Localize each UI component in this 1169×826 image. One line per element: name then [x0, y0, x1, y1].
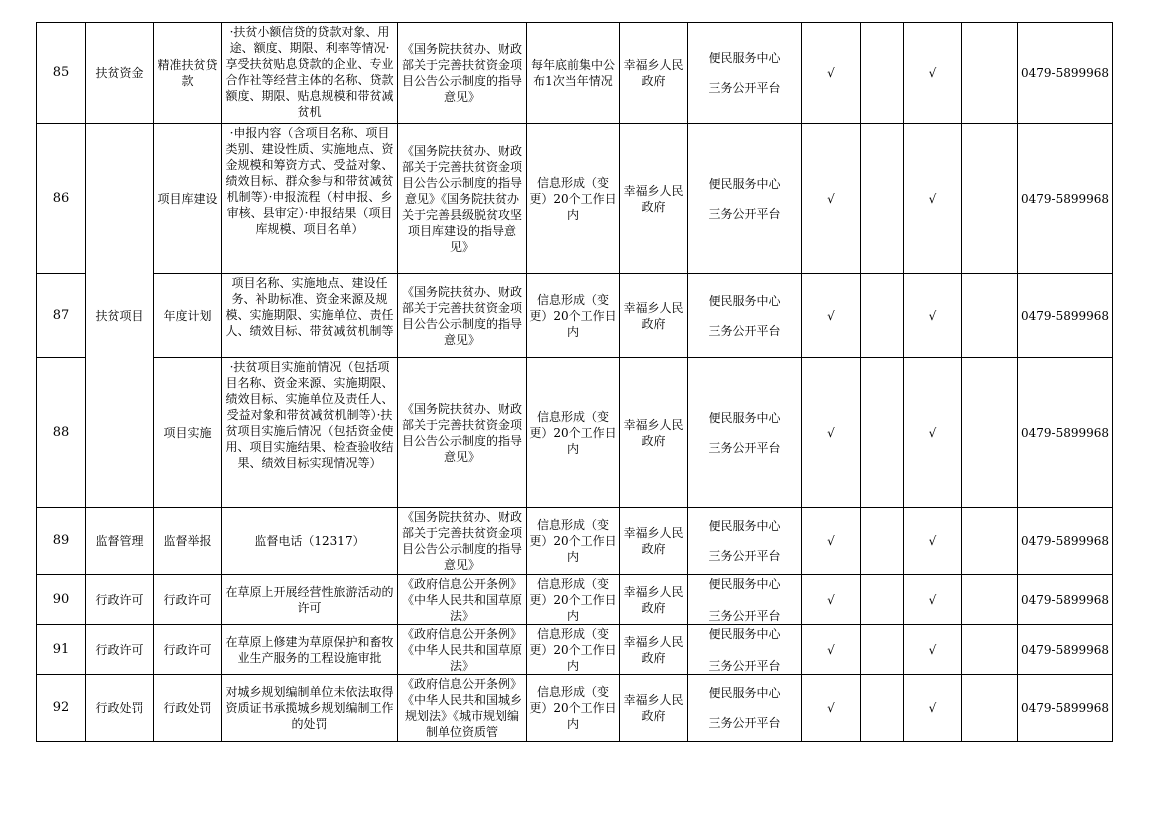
table-row [37, 23, 1113, 124]
platform-service-center: 便民服务中心 [708, 519, 781, 533]
empty-cell [861, 675, 904, 742]
table-row [37, 358, 1113, 508]
content-cell: 在草原上开展经营性旅游活动的许可 [222, 575, 398, 625]
empty-cell [861, 358, 904, 508]
empty-cell [962, 124, 1018, 274]
phone-cell: 0479-5899968 [1018, 508, 1113, 575]
item-cell: 监督举报 [154, 508, 222, 575]
time-cell [527, 625, 620, 675]
time-cell: 信息形成（变更）20个工作日内 [527, 124, 620, 274]
item-cell: 精准扶贫贷款 [154, 23, 222, 124]
subject-cell: 幸福乡人民政府 [620, 625, 688, 675]
empty-cell [861, 23, 904, 124]
check-mark-2: √ [904, 358, 962, 508]
phone-cell: 0479-5899968 [1018, 23, 1113, 124]
table-row [37, 625, 1113, 675]
check-mark-2: √ [904, 274, 962, 358]
empty-cell [962, 358, 1018, 508]
row-number: 91 [37, 625, 86, 675]
platform-three-affairs: 三务公开平台 [708, 608, 781, 623]
content-cell: 对城乡规划编制单位未依法取得资质证书承揽城乡规划编制工作的处罚 [222, 675, 398, 742]
time-cell [527, 575, 620, 625]
item-cell: 行政许可 [154, 625, 222, 675]
platform-three-affairs: 三务公开平台 [708, 323, 781, 338]
basis-text: 《政府信息公开条例》《中华人民共和国城乡规划法》《城市规划编制单位资质管 [401, 676, 522, 739]
platform-service-center: 便民服务中心 [708, 576, 781, 591]
time-cell: 信息形成（变更）20个工作日内 [527, 675, 620, 742]
phone-cell: 0479-5899968 [1018, 124, 1113, 274]
empty-cell [861, 274, 904, 358]
subject-cell: 幸福乡人民政府 [620, 508, 688, 575]
table-row [37, 575, 1113, 625]
platform-three-affairs: 三务公开平台 [708, 81, 781, 95]
table-row [37, 124, 1113, 274]
check-mark-2: √ [904, 575, 962, 625]
time-cell: 信息形成（变更）20个工作日内 [527, 358, 620, 508]
platform-service-center: 便民服务中心 [708, 626, 781, 641]
category-cell: 扶贫资金 [86, 23, 154, 124]
check-mark-2: √ [904, 23, 962, 124]
basis-cell: 《国务院扶贫办、财政部关于完善扶贫资金项目公告公示制度的指导意见》 [398, 358, 527, 508]
content-cell [222, 23, 398, 124]
category-cell: 行政许可 [86, 625, 154, 675]
item-cell: 项目库建设 [154, 124, 222, 274]
empty-cell [962, 675, 1018, 742]
content-text: ·扶贫小额信贷的贷款对象、用途、额度、期限、利率等情况·享受扶贫贴息贷款的企业、专业合作社等经营主体的名称、贷款额度、期限、贴息规模和带贫减贫机 [225, 24, 394, 119]
platform-three-affairs: 三务公开平台 [708, 206, 781, 221]
table-row [37, 675, 1113, 742]
empty-cell [861, 625, 904, 675]
check-mark-2: √ [904, 625, 962, 675]
basis-cell [398, 625, 527, 675]
check-mark-1: √ [802, 625, 861, 675]
subject-cell: 幸福乡人民政府 [620, 274, 688, 358]
platform-service-center: 便民服务中心 [708, 176, 781, 191]
content-cell [222, 124, 398, 274]
content-cell [222, 274, 398, 358]
check-mark-2: √ [904, 675, 962, 742]
phone-cell: 0479-5899968 [1018, 625, 1113, 675]
empty-cell [962, 508, 1018, 575]
row-number: 86 [37, 124, 86, 274]
subject-cell: 幸福乡人民政府 [620, 675, 688, 742]
row-number: 88 [37, 358, 86, 508]
check-mark-2: √ [904, 508, 962, 575]
basis-cell [398, 675, 527, 742]
basis-cell: 《国务院扶贫办、财政部关于完善扶贫资金项目公告公示制度的指导意见》 [398, 274, 527, 358]
category-cell: 监督管理 [86, 508, 154, 575]
row-number: 87 [37, 274, 86, 358]
empty-cell [861, 575, 904, 625]
platform-three-affairs: 三务公开平台 [708, 658, 781, 673]
check-mark-1: √ [802, 274, 861, 358]
basis-text: 《政府信息公开条例》《中华人民共和国草原法》 [401, 576, 522, 623]
content-text: ·扶贫项目实施前情况（包括项目名称、资金来源、实施期限、绩效目标、实施单位及责任人、受益对象和带贫减贫机制等）·扶贫项目实施后情况（包括资金使用、项目实施结果、检查验收结果、绩效目标实现情况等） [225, 359, 394, 470]
check-mark-1: √ [802, 675, 861, 742]
basis-text: 《国务院扶贫办、财政部关于完善扶贫资金项目公告公示制度的指导意见》 [401, 509, 522, 572]
platform-cell [688, 675, 802, 742]
phone-cell: 0479-5899968 [1018, 675, 1113, 742]
empty-cell [861, 508, 904, 575]
row-number: 90 [37, 575, 86, 625]
basis-cell [398, 575, 527, 625]
basis-cell: 《国务院扶贫办、财政部关于完善扶贫资金项目公告公示制度的指导意见》《国务院扶贫办关于完善县级脱贫攻坚项目库建设的指导意见》 [398, 124, 527, 274]
phone-cell: 0479-5899968 [1018, 274, 1113, 358]
subject-cell: 幸福乡人民政府 [620, 124, 688, 274]
basis-text: 《政府信息公开条例》《中华人民共和国草原法》 [401, 626, 522, 673]
row-number: 89 [37, 508, 86, 575]
platform-cell [688, 23, 802, 124]
basis-cell: 《国务院扶贫办、财政部关于完善扶贫资金项目公告公示制度的指导意见》 [398, 23, 527, 124]
content-cell [222, 358, 398, 508]
platform-service-center: 便民服务中心 [708, 51, 781, 65]
category-cell: 行政许可 [86, 575, 154, 625]
empty-cell [962, 274, 1018, 358]
subject-cell: 幸福乡人民政府 [620, 23, 688, 124]
empty-cell [962, 575, 1018, 625]
row-number: 85 [37, 23, 86, 124]
content-text: ·申报内容（含项目名称、项目类别、建设性质、实施地点、资金规模和筹资方式、受益对象、绩效目标、群众参与和带贫减贫机制等）·申报流程（村申报、乡审核、县审定）·申报结果（项目库规模、项目名单） [225, 125, 394, 236]
check-mark-1: √ [802, 508, 861, 575]
row-number: 92 [37, 675, 86, 742]
content-cell: 在草原上修建为草原保护和畜牧业生产服务的工程设施审批 [222, 625, 398, 675]
item-cell: 项目实施 [154, 358, 222, 508]
basis-cell [398, 508, 527, 575]
platform-cell [688, 575, 802, 625]
content-text: 项目名称、实施地点、建设任务、补助标准、资金来源及规模、实施期限、实施单位、责任人、绩效目标、带贫减贫机制等 [225, 275, 394, 338]
check-mark-2: √ [904, 124, 962, 274]
platform-cell [688, 625, 802, 675]
phone-cell: 0479-5899968 [1018, 575, 1113, 625]
time-cell: 信息形成（变更）20个工作日内 [527, 508, 620, 575]
item-cell: 年度计划 [154, 274, 222, 358]
time-text: 信息形成（变更）20个工作日内 [529, 576, 617, 623]
subject-cell: 幸福乡人民政府 [620, 575, 688, 625]
empty-cell [861, 124, 904, 274]
table-row [37, 508, 1113, 575]
platform-cell [688, 124, 802, 274]
table-row [37, 274, 1113, 358]
disclosure-table [36, 22, 1113, 742]
platform-three-affairs: 三务公开平台 [708, 440, 781, 455]
platform-service-center: 便民服务中心 [708, 686, 781, 700]
check-mark-1: √ [802, 23, 861, 124]
platform-three-affairs: 三务公开平台 [708, 716, 781, 730]
time-text: 信息形成（变更）20个工作日内 [529, 626, 617, 673]
category-cell: 行政处罚 [86, 675, 154, 742]
empty-cell [962, 625, 1018, 675]
subject-cell: 幸福乡人民政府 [620, 358, 688, 508]
time-cell: 每年底前集中公布1次当年情况 [527, 23, 620, 124]
empty-cell [962, 23, 1018, 124]
category-cell: 扶贫项目 [86, 124, 154, 508]
phone-cell: 0479-5899968 [1018, 358, 1113, 508]
content-cell: 监督电话（12317） [222, 508, 398, 575]
check-mark-1: √ [802, 358, 861, 508]
item-cell: 行政处罚 [154, 675, 222, 742]
time-cell: 信息形成（变更）20个工作日内 [527, 274, 620, 358]
platform-cell [688, 274, 802, 358]
platform-service-center: 便民服务中心 [708, 410, 781, 425]
item-cell: 行政许可 [154, 575, 222, 625]
platform-cell [688, 508, 802, 575]
check-mark-1: √ [802, 575, 861, 625]
platform-service-center: 便民服务中心 [708, 293, 781, 308]
platform-cell [688, 358, 802, 508]
platform-three-affairs: 三务公开平台 [708, 549, 781, 563]
check-mark-1: √ [802, 124, 861, 274]
